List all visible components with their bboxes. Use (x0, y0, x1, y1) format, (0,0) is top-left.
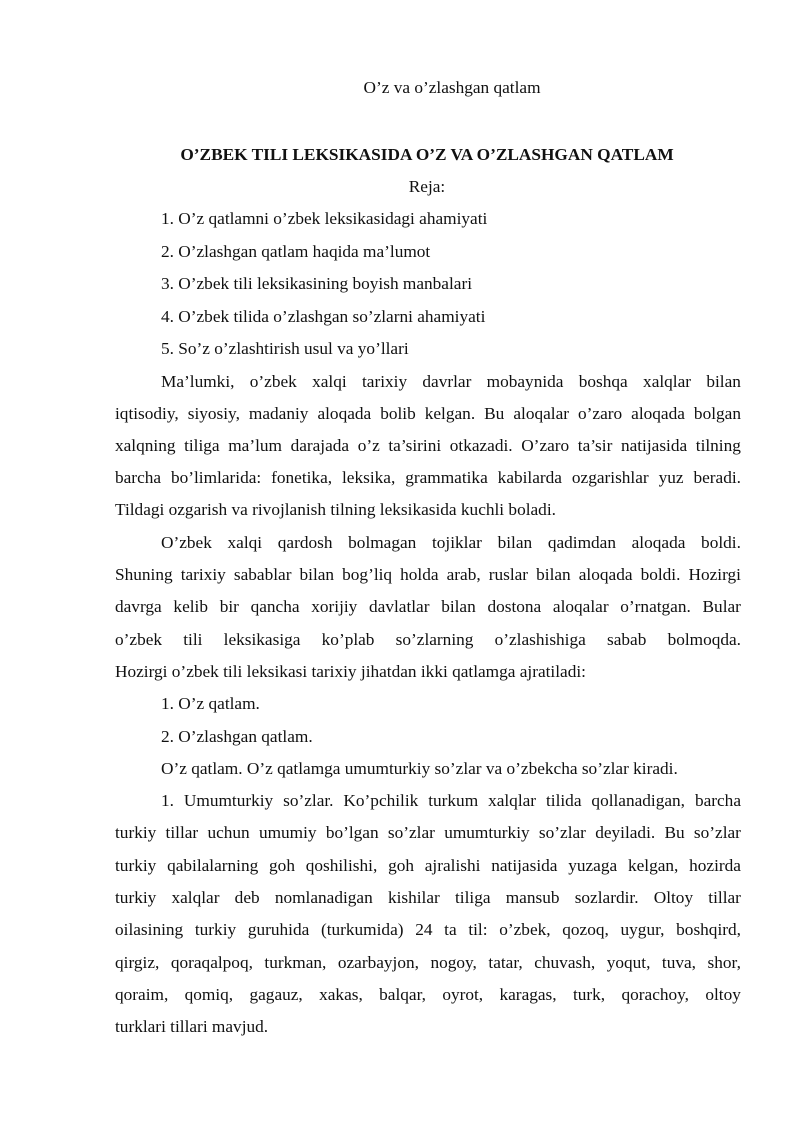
text-line: davrga kelib bir qancha xorijiy davlatlar bilan dostona aloqalar o’rnatgan. Bular (115, 597, 741, 616)
plan-label: Reja: (408, 177, 446, 196)
text-line: 1. Umumturkiy so’zlar. Ko’pchilik turkum xalqlar tilida qollanadigan, barcha (161, 791, 741, 810)
text-line: xalqning tiliga ma’lum darajada o’z ta’sirini otkazadi. O’zaro ta’sir natijasida tilning (115, 436, 741, 455)
text-line: qirgiz, qoraqalpoq, turkman, ozarbayjon, nogoy, tatar, chuvash, yoqut, tuva, shor, (115, 953, 741, 972)
text-line: iqtisodiy, siyosiy, madaniy aloqada bolib kelgan. Bu aloqalar o’zaro aloqada bolgan (115, 404, 741, 423)
text-line: barcha bo’limlarida: fonetika, leksika, grammatika kabilarda ozgarishlar yuz beradi. (115, 468, 741, 487)
text-line: turkiy tillar uchun umumiy bo’lgan so’zlar umumturkiy so’zlar deyiladi. Bu so’zlar (115, 823, 741, 842)
text-line: turkiy xalqlar deb nomlanadigan kishilar tiliga mansub sozlardir. Oltoy tillar (115, 888, 741, 907)
text-line: Hozirgi o’zbek tili leksikasi tarixiy jihatdan ikki qatlamga ajratiladi: (115, 662, 586, 681)
text-line: O’zbek xalqi qardosh bolmagan tojiklar bilan qadimdan aloqada boldi. (161, 533, 741, 552)
text-line: qoraim, qomiq, gagauz, xakas, balqar, oyrot, karagas, turk, qorachoy, oltoy (115, 985, 741, 1004)
text-line: Tildagi ozgarish va rivojlanish tilning leksikasida kuchli boladi. (115, 500, 556, 519)
text-line: Ma’lumki, o’zbek xalqi tarixiy davrlar mobaynida boshqa xalqlar bilan (161, 372, 741, 391)
plan-item: 5. So’z o’zlashtirish usul va yo’llari (161, 339, 409, 358)
plan-item: 3. O’zbek tili leksikasining boyish manbalari (161, 274, 473, 293)
text-line: 2. O’zlashgan qatlam. (161, 727, 313, 746)
text-line: oilasining turkiy guruhida (turkumida) 24 ta til: o’zbek, qozoq, uygur, boshqird, (115, 920, 741, 939)
text-line: turkiy qabilalarning goh qoshilishi, goh ajralishi natijasida yuzaga kelgan, hozirda (115, 856, 741, 875)
plan-item: 1. O’z qatlamni o’zbek leksikasidagi ahamiyati (161, 209, 488, 228)
text-line: turklari tillari mavjud. (115, 1017, 269, 1036)
plan-item: 2. O’zlashgan qatlam haqida ma’lumot (161, 242, 431, 261)
document-title: O’ZBEK TILI LEKSIKASIDA O’Z VA O’ZLASHGAN QATLAM (180, 145, 674, 164)
text-line: 1. O’z qatlam. (161, 694, 260, 713)
text-line: Shuning tarixiy sabablar bilan bog’liq holda arab, ruslar bilan aloqada boldi. Hozirgi (115, 565, 741, 584)
text-line: O’z qatlam. O’z qatlamga umumturkiy so’zlar va o’zbekcha so’zlar kiradi. (161, 759, 678, 778)
text-line: o’zbek tili leksikasiga ko’plab so’zlarning o’zlashishiga sabab bolmoqda. (115, 630, 741, 649)
plan-item: 4. O’zbek tilida o’zlashgan so’zlarni ahamiyati (161, 307, 486, 326)
document-header: O’z va o’zlashgan qatlam (363, 78, 541, 97)
